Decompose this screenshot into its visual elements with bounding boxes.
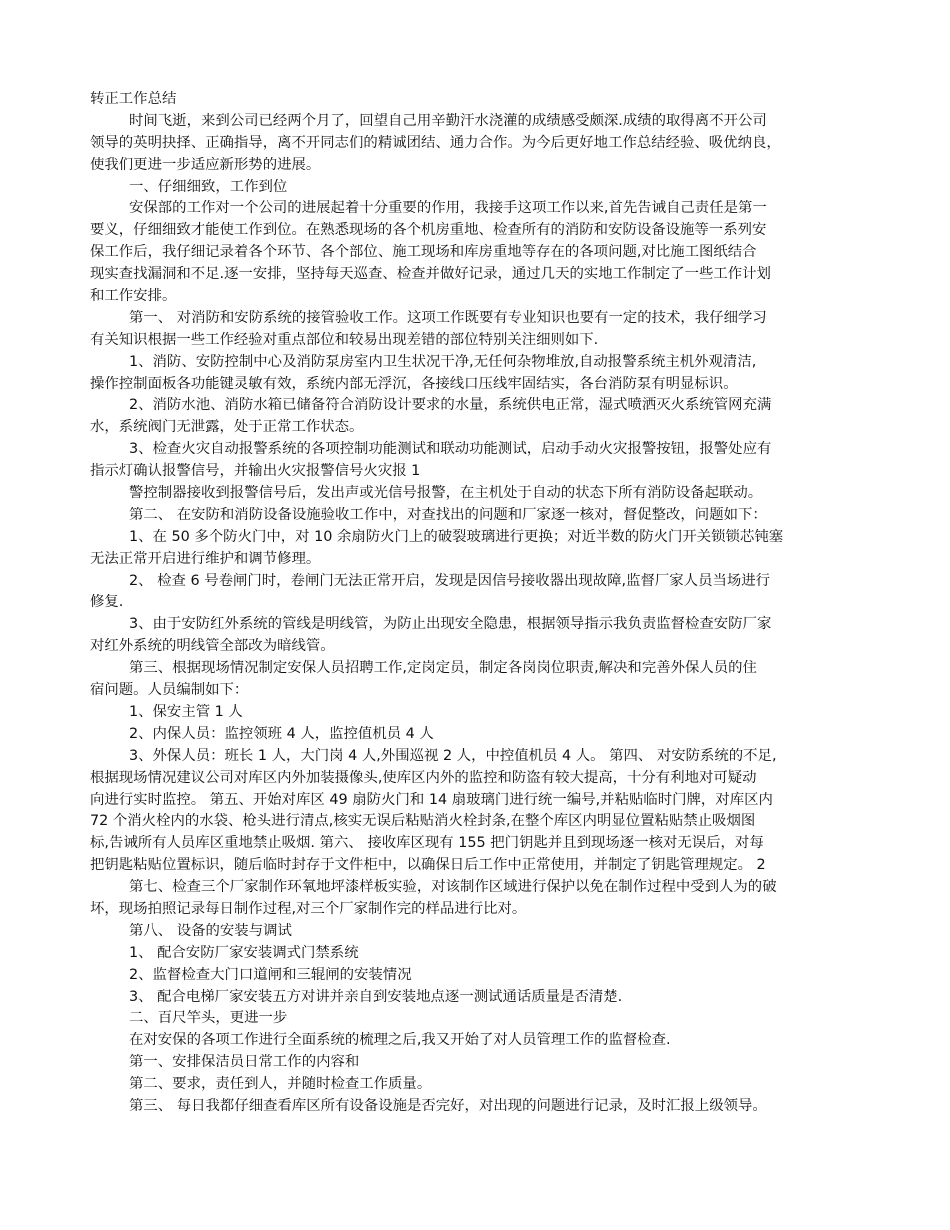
- document-line: 无法正常开启进行维护和调节修理。: [90, 550, 321, 567]
- document-line: 第八、 设备的安装与调试: [129, 922, 292, 939]
- document-line: 第二、 在安防和消防设备设施验收工作中，对查找出的问题和厂家逐一核对，督促整改，问题如下：: [129, 506, 767, 523]
- document-line: 1、保安主管 1 人: [129, 703, 243, 720]
- document-line: 坏，现场拍照记录每日制作过程,对三个厂家制作完的样品进行比对。: [90, 900, 527, 917]
- document-line: 1、消防、安防控制中心及消防泵房室内卫生状况干净,无任何杂物堆放,自动报警系统主机外观清洁,: [129, 353, 757, 370]
- document-line: 操作控制面板各功能键灵敏有效，系统内部无浮沉，各接线口压线牢固结实，各台消防泵有明显标识。: [90, 375, 738, 392]
- document-line: 3、 配合电梯厂家安装五方对讲并亲自到安装地点逐一测试通话质量是否清楚.: [129, 988, 623, 1005]
- document-body: [90, 89, 870, 1118]
- document-line: 2、消防水池、消防水箱已储备符合消防设计要求的水量，系统供电正常，湿式喷洒灭火系统管网充满: [129, 397, 772, 414]
- document-line: 根据现场情况建议公司对库区内外加装摄像头,使库区内外的监控和防盗有较大提高，十分有利地对可疑动: [90, 769, 757, 786]
- document-line: 时间飞逝，来到公司已经两个月了，回望自己用辛勤汗水浇灌的成绩感受颇深.成绩的取得离不开公司: [129, 112, 767, 129]
- document-line: 修复.: [90, 594, 124, 611]
- document-line: 2、监督检查大门口道闸和三辊闸的安装情况: [129, 966, 412, 983]
- document-line: 3、由于安防红外系统的管线是明线管，为防止出现安全隐患，根据领导指示我负责监督检查安防厂家: [129, 616, 772, 633]
- document-title: 转正工作总结: [90, 91, 177, 107]
- document-line: 第一、安排保洁员日常工作的内容和: [129, 1054, 360, 1071]
- document-line: 2、 检查 6 号卷闸门时，卷闸门无法正常开启，发现是因信号接收器出现故障,监督厂家人员当场进行: [129, 572, 771, 589]
- document-line: 第一、 对消防和安防系统的接管验收工作。这项工作既要有专业知识也要有一定的技术，我仔细学习: [129, 309, 767, 326]
- document-line: 2、内保人员：监控领班 4 人，监控值机员 4 人: [129, 725, 434, 742]
- document-line: 一、仔细细致，工作到位: [129, 178, 288, 195]
- document-line: 要义，仔细细致才能使工作到位。在熟悉现场的各个机房重地、检查所有的消防和安防设备设施等一系列安: [90, 222, 767, 239]
- document-line: 安保部的工作对一个公司的进展起着十分重要的作用，我接手这项工作以来,首先告诫自己责任是第一: [129, 200, 767, 217]
- document-line: 1、 配合安防厂家安装调式门禁系统: [129, 944, 359, 961]
- document-line: 和工作安排。: [90, 288, 177, 305]
- document-line: 第三、根据现场情况制定安保人员招聘工作,定岗定员，制定各岗岗位职责,解决和完善外保人员的住: [129, 660, 757, 677]
- document-line: 把钥匙粘贴位置标识，随后临时封存于文件柜中，以确保日后工作中正常使用，并制定了钥匙管理规定。 2: [90, 857, 766, 874]
- document-line: 保工作后，我仔细记录着各个环节、各个部位、施工现场和库房重地等存在的各项问题,对比施工图纸结合: [90, 244, 757, 261]
- document-line: 标,告诫所有人员库区重地禁止吸烟. 第六、 接收库区现有 155 把门钥匙并且到现场逐一核对无误后，对每: [90, 835, 764, 852]
- document-line: 1、在 50 多个防火门中，对 10 余扇防火门上的破裂玻璃进行更换；对近半数的防火门开关锁锁芯钝塞: [129, 528, 784, 545]
- document-line: 指示灯确认报警信号，并输出火灾报警信号火灾报 1: [90, 463, 421, 480]
- document-line: 3、检查火灾自动报警系统的各项控制功能测试和联动功能测试，启动手动火灾报警按钮，报警处应有: [129, 441, 772, 458]
- document-line: 二、百尺竿头，更进一步: [129, 1010, 288, 1027]
- document-line: 使我们更进一步适应新形势的进展。: [90, 156, 321, 173]
- document-line: 72 个消火栓内的水袋、枪头进行清点,核实无误后粘贴消火栓封条,在整个库区内明显位置粘贴禁止吸烟图: [90, 813, 756, 830]
- document-line: 在对安保的各项工作进行全面系统的梳理之后,我又开始了对人员管理工作的监督检查.: [129, 1032, 671, 1049]
- document-line: 对红外系统的明线管全部改为暗线管。: [90, 638, 335, 655]
- document-line: 警控制器接收到报警信号后，发出声或光信号报警，在主机处于自动的状态下所有消防设备起联动。: [129, 485, 763, 502]
- document-line: 领导的英明抉择、正确指导，离不开同志们的精诚团结、通力合作。为今后更好地工作总结经验、吸优纳良，: [90, 134, 781, 151]
- document-line: 水，系统阀门无泄露，处于正常工作状态。: [90, 419, 364, 436]
- document-line: 现实查找漏洞和不足.逐一安排，坚持每天巡查、检查并做好记录，通过几天的实地工作制定了一些工作计划: [90, 266, 771, 283]
- document-line: 向进行实时监控。 第五、开始对库区 49 扇防火门和 14 扇玻璃门进行统一编号,并粘贴临时门牌，对库区内: [90, 791, 773, 808]
- document-line: 第七、检查三个厂家制作环氧地坪漆样板实验，对该制作区域进行保护以免在制作过程中受到人为的破: [129, 879, 777, 896]
- document-line: 第二、要求，责任到人，并随时检查工作质量。: [129, 1076, 432, 1093]
- document-line: 宿问题。人员编制如下：: [90, 682, 249, 699]
- document-line: 3、外保人员：班长 1 人，大门岗 4 人,外围巡视 2 人，中控值机员 4 人。 第四、 对安防系统的不足,: [129, 747, 777, 764]
- document-line: 第三、 每日我都仔细查看库区所有设备设施是否完好，对出现的问题进行记录，及时汇报上级领导。: [129, 1097, 767, 1114]
- document-line: 有关知识根据一些工作经验对重点部位和较易出现差错的部位特别关注细则如下.: [90, 331, 599, 348]
